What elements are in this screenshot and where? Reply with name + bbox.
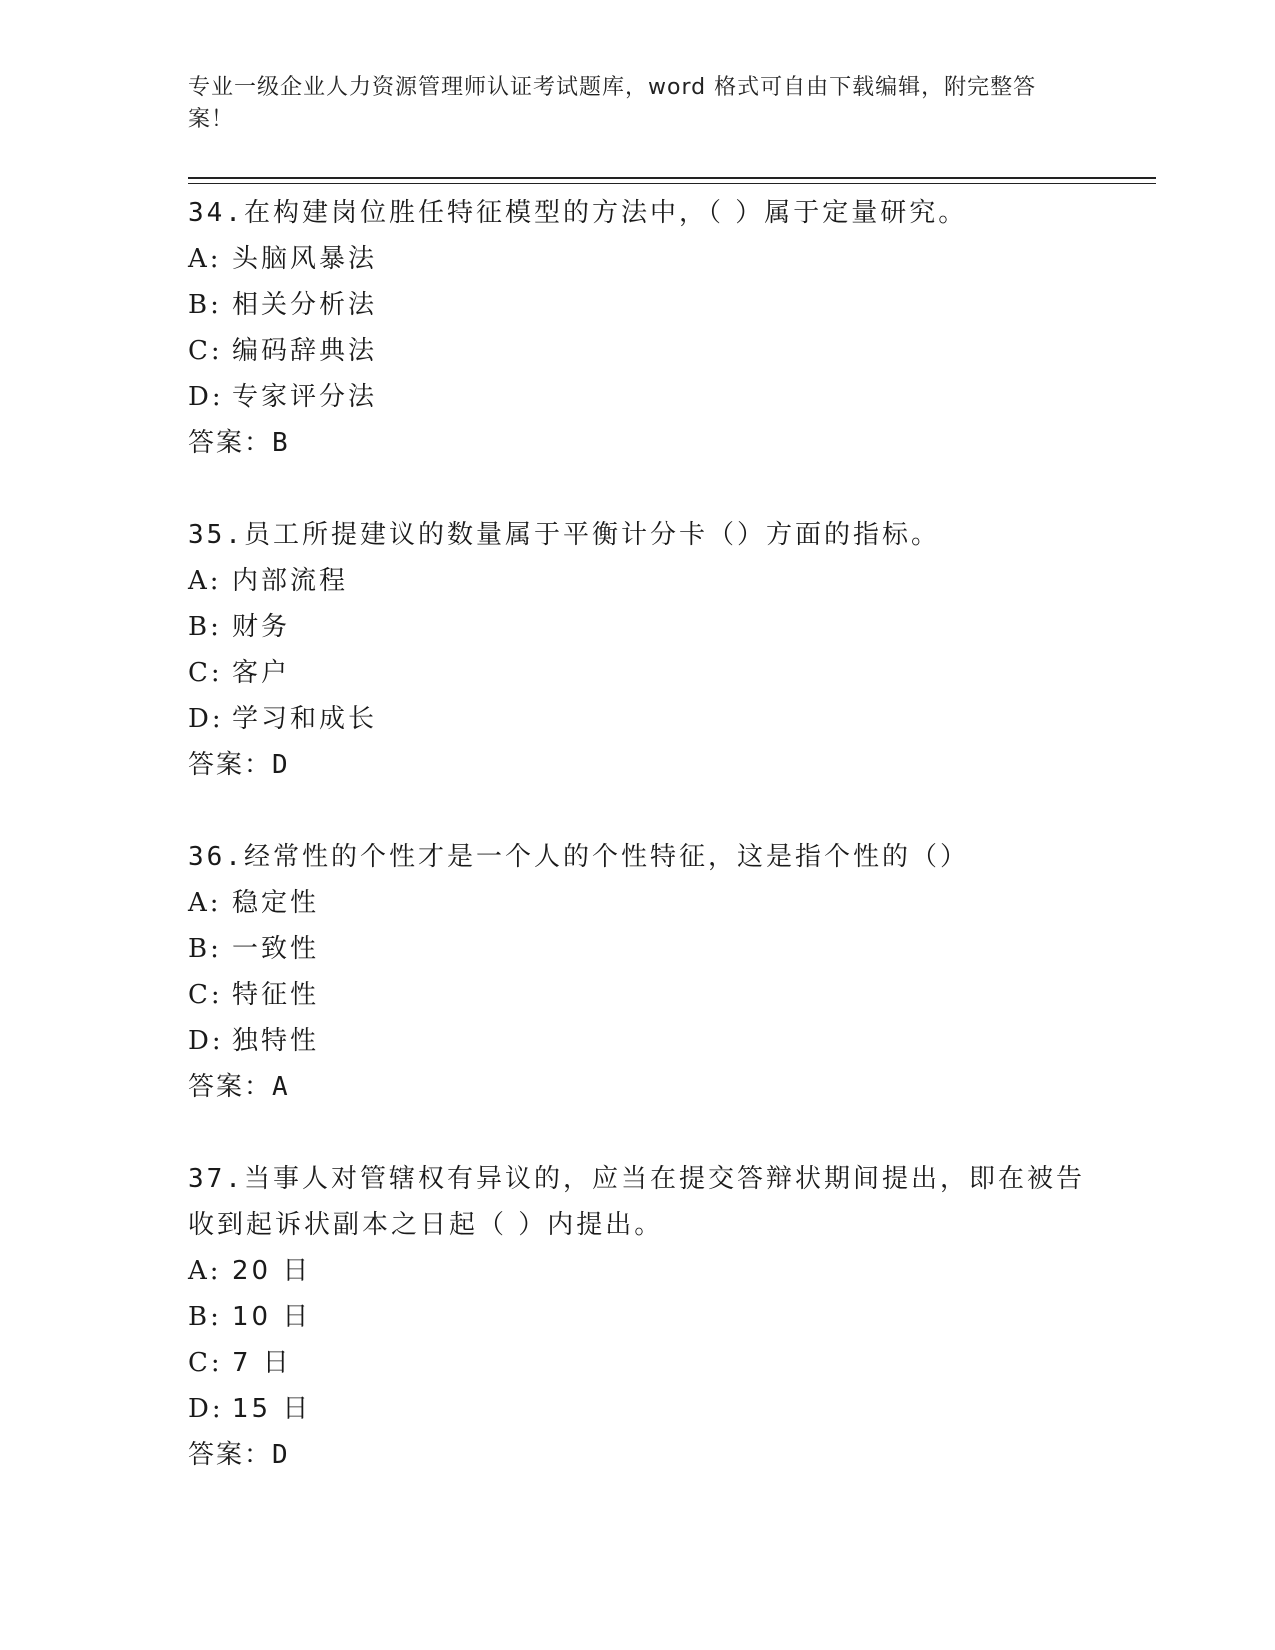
question-number: 36. [188,842,244,872]
option-key: A: [188,244,222,274]
answer-label: 答案： [188,1072,273,1102]
answer-line [188,742,1088,788]
question-stem [188,512,1088,558]
option-b [188,604,1088,650]
option-a [188,1248,1088,1294]
question-stem [188,1156,1088,1248]
option-key: D: [188,1026,224,1056]
question-text: 当事人对管辖权有异议的，应当在提交答辩状期间提出，即在被告收到起诉状副本之日起（ ）内提出。 [188,1164,1085,1240]
option-key: D: [188,382,224,412]
option-a [188,880,1088,926]
option-text: 专家评分法 [232,382,378,412]
document-header [188,72,1068,136]
answer-value: D [272,1440,290,1470]
option-key: B: [188,1302,222,1332]
option-text: 10 日 [232,1302,312,1332]
question-stem [188,190,1088,236]
option-text: 稳定性 [232,888,320,918]
option-c [188,1340,1088,1386]
option-b [188,1294,1088,1340]
option-text: 特征性 [232,980,320,1010]
question-35 [188,512,1088,788]
option-key: B: [188,612,222,642]
option-c [188,650,1088,696]
option-key: C: [188,658,223,688]
answer-line [188,1064,1088,1110]
header-divider-thick [188,177,1156,179]
header-text: 专业一级企业人力资源管理师认证考试题库，word 格式可自由下载编辑，附完整答案！ [188,75,1037,132]
question-text: 在构建岗位胜任特征模型的方法中，（ ）属于定量研究。 [243,198,968,228]
option-a [188,558,1088,604]
header-divider-thin [188,183,1156,184]
option-text: 独特性 [232,1026,320,1056]
answer-value: D [272,750,290,780]
option-b [188,926,1088,972]
option-text: 头脑风暴法 [232,244,378,274]
question-37 [188,1156,1088,1478]
option-b [188,282,1088,328]
option-text: 15 日 [232,1394,312,1424]
option-d [188,374,1088,420]
option-d [188,1386,1088,1432]
option-text: 学习和成长 [232,704,378,734]
option-text: 相关分析法 [232,290,378,320]
option-key: A: [188,566,222,596]
question-number: 34. [188,198,244,228]
question-number: 37. [188,1164,244,1194]
answer-value: B [272,428,290,458]
option-key: B: [188,934,222,964]
option-key: C: [188,980,223,1010]
option-text: 客户 [232,658,291,688]
option-c [188,328,1088,374]
option-key: C: [188,1348,223,1378]
question-text: 经常性的个性才是一个人的个性特征，这是指个性的（） [243,842,969,872]
option-text: 20 日 [232,1256,312,1286]
question-36 [188,834,1088,1110]
option-key: A: [188,888,222,918]
question-stem [188,834,1088,880]
option-key: D: [188,704,224,734]
question-number: 35. [188,520,244,550]
answer-label: 答案： [188,750,273,780]
option-key: A: [188,1256,222,1286]
option-text: 一致性 [232,934,320,964]
answer-value: A [272,1072,290,1102]
answer-line [188,420,1088,466]
option-text: 编码辞典法 [232,336,378,366]
option-c [188,972,1088,1018]
option-text: 内部流程 [232,566,349,596]
question-text: 员工所提建议的数量属于平衡计分卡（）方面的指标。 [243,520,940,550]
option-key: B: [188,290,222,320]
answer-label: 答案： [188,428,273,458]
option-key: D: [188,1394,224,1424]
option-d [188,1018,1088,1064]
option-text: 7 日 [232,1348,292,1378]
option-a [188,236,1088,282]
option-d [188,696,1088,742]
question-list [188,190,1088,1524]
answer-label: 答案： [188,1440,273,1470]
option-key: C: [188,336,223,366]
option-text: 财务 [232,612,291,642]
question-34 [188,190,1088,466]
answer-line [188,1432,1088,1478]
